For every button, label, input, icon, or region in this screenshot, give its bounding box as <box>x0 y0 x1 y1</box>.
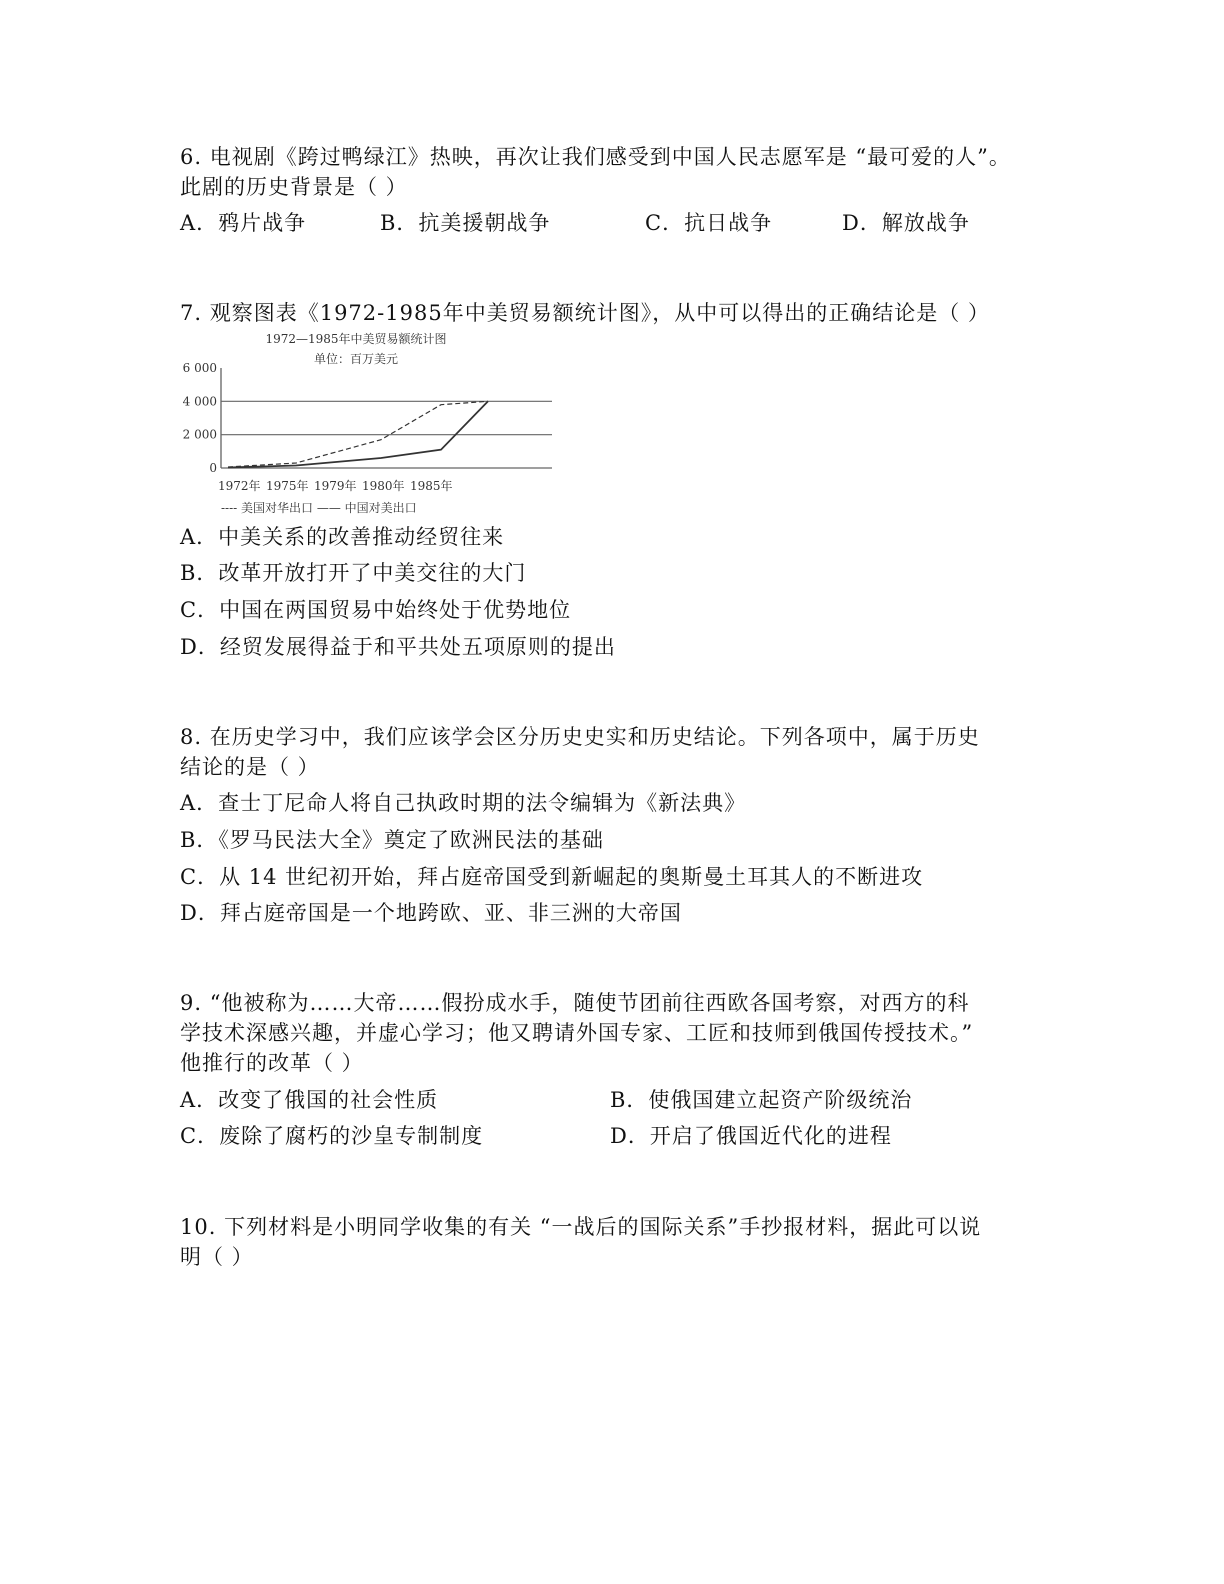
q6-option-a: A．鸦片战争 <box>180 211 307 235</box>
chart-x-tick-label: 1975年 <box>266 479 309 493</box>
chart-subtitle: 单位：百万美元 <box>313 352 399 366</box>
chart-x-tick-label: 1972年 <box>218 479 261 493</box>
q9-stem-line3: 他推行的改革（ ） <box>180 1051 364 1075</box>
q8-option-c: C．从 14 世纪初开始，拜占庭帝国受到新崛起的奥斯曼土耳其人的不断进攻 <box>180 865 924 889</box>
chart-x-ticks <box>218 478 453 493</box>
q7-option-d: D．经贸发展得益于和平共处五项原则的提出 <box>180 635 616 659</box>
q6-option-b: B．抗美援朝战争 <box>380 211 551 235</box>
q7-option-a: A．中美关系的改善推动经贸往来 <box>180 525 505 549</box>
q7-stem-line1: 7. 观察图表《1972-1985年中美贸易额统计图》，从中可以得出的正确结论是（ ） <box>180 301 990 325</box>
q8-stem-line2: 结论的是（ ） <box>180 755 320 779</box>
chart-gridlines <box>221 368 552 468</box>
q6-stem-line1: 6. 电视剧《跨过鸭绿江》热映，再次让我们感受到中国人民志愿军是 “最可爱的人”。 <box>180 145 1011 169</box>
chart-y-tick-label: 2 000 <box>182 427 217 442</box>
q7-option-c: C．中国在两国贸易中始终处于优势地位 <box>180 598 572 622</box>
q8-option-b: B．《罗马民法大全》奠定了欧洲民法的基础 <box>180 828 604 852</box>
q6-option-c: C．抗日战争 <box>645 211 773 235</box>
q6-option-d: D．解放战争 <box>842 211 970 235</box>
chart-y-tick-label: 4 000 <box>182 394 217 409</box>
chart-y-tick-label: 0 <box>209 461 217 475</box>
q6-stem-line2: 此剧的历史背景是（ ） <box>180 175 408 199</box>
q8-stem-line1: 8. 在历史学习中，我们应该学会区分历史史实和历史结论。下列各项中，属于历史 <box>180 725 980 749</box>
q7-option-b: B．改革开放打开了中美交往的大门 <box>180 561 527 585</box>
q9-option-d: D．开启了俄国近代化的进程 <box>610 1124 892 1148</box>
q9-stem-line1: 9. “他被称为……大帝……假扮成水手，随使节团前往西欧各国考察，对西方的科 <box>180 991 970 1015</box>
q9-option-c: C．废除了腐朽的沙皇专制制度 <box>180 1124 484 1148</box>
q10-stem-line1: 10. 下列材料是小明同学收集的有关 “一战后的国际关系”手抄报材料，据此可以说 <box>180 1215 982 1239</box>
q9-stem-line2: 学技术深感兴趣，并虚心学习；他又聘请外国专家、工匠和技师到俄国传授技术。” <box>180 1021 974 1045</box>
chart-x-tick-label: 1985年 <box>410 479 453 493</box>
q9-option-a: A．改变了俄国的社会性质 <box>180 1088 439 1112</box>
chart-y-ticks <box>183 361 217 475</box>
chart-legend: ---- 美国对华出口 —— 中国对美出口 <box>221 501 417 515</box>
trade-line-chart <box>176 330 566 520</box>
q8-option-d: D．拜占庭帝国是一个地跨欧、亚、非三洲的大帝国 <box>180 901 682 925</box>
q8-option-a: A．查士丁尼命人将自己执政时期的法令编辑为《新法典》 <box>180 791 747 815</box>
chart-title: 1972—1985年中美贸易额统计图 <box>265 332 447 346</box>
q10-stem-line2: 明（ ） <box>180 1245 254 1269</box>
q9-option-b: B．使俄国建立起资产阶级统治 <box>610 1088 913 1112</box>
chart-x-tick-label: 1980年 <box>362 479 405 493</box>
chart-y-tick-label: 6 000 <box>182 361 217 375</box>
chart-x-tick-label: 1979年 <box>314 479 357 493</box>
